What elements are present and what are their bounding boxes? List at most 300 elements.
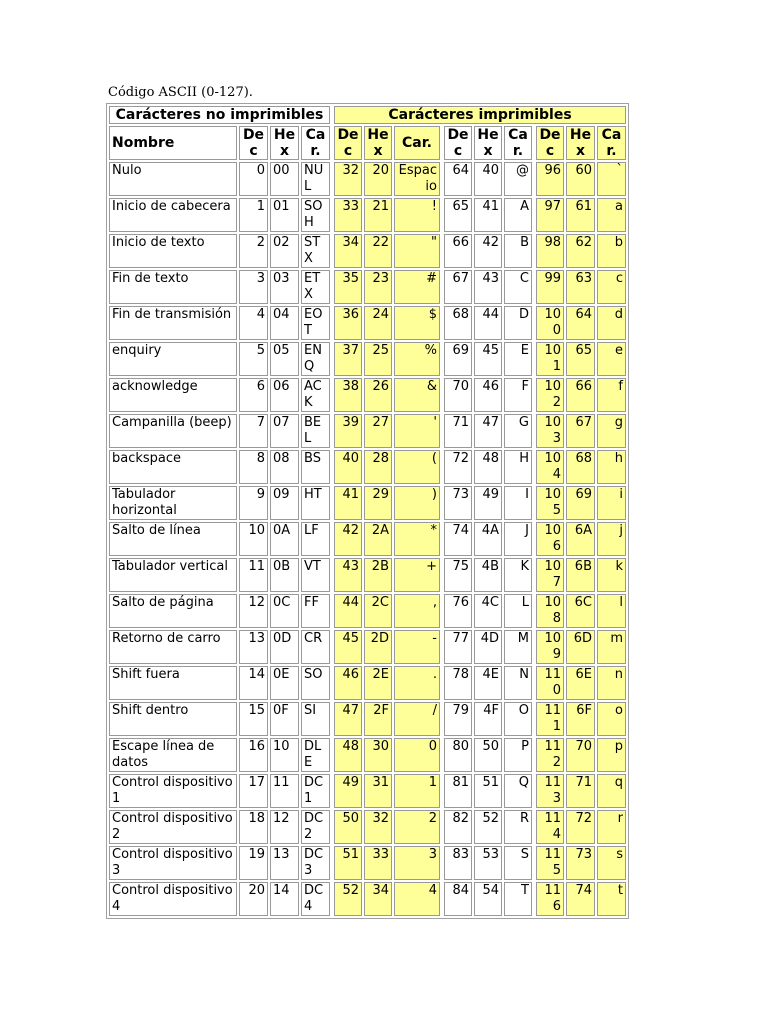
char-cell: & xyxy=(394,378,440,412)
char-cell: d xyxy=(597,306,626,340)
hex-cell: 71 xyxy=(566,774,595,808)
dec-cell: 109 xyxy=(536,630,564,664)
dec-cell: 106 xyxy=(536,522,564,556)
char-cell: DC2 xyxy=(301,810,330,844)
char-cell: NUL xyxy=(301,162,330,196)
char-cell: b xyxy=(597,234,626,268)
dec-cell: 96 xyxy=(536,162,564,196)
char-cell: a xyxy=(597,198,626,232)
control-name-cell: Shift fuera xyxy=(109,666,237,700)
char-cell: - xyxy=(394,630,440,664)
char-cell: k xyxy=(597,558,626,592)
dec-cell: 13 xyxy=(239,630,268,664)
header-car: Car. xyxy=(597,126,626,160)
hex-cell: 65 xyxy=(566,342,595,376)
hex-cell: 28 xyxy=(364,450,392,484)
char-cell: Espacio xyxy=(394,162,440,196)
dec-cell: 98 xyxy=(536,234,564,268)
char-cell: I xyxy=(504,486,532,520)
dec-cell: 115 xyxy=(536,846,564,880)
dec-cell: 40 xyxy=(334,450,362,484)
control-name-cell: Fin de transmisión xyxy=(109,306,237,340)
char-cell: STX xyxy=(301,234,330,268)
char-cell: h xyxy=(597,450,626,484)
hex-cell: 13 xyxy=(270,846,299,880)
char-cell: DC1 xyxy=(301,774,330,808)
char-cell: D xyxy=(504,306,532,340)
hex-cell: 67 xyxy=(566,414,595,448)
table-row xyxy=(109,414,626,448)
header-hex: Hex xyxy=(474,126,502,160)
hex-cell: 24 xyxy=(364,306,392,340)
hex-cell: 03 xyxy=(270,270,299,304)
dec-cell: 18 xyxy=(239,810,268,844)
hex-cell: 50 xyxy=(474,738,502,772)
hex-cell: 34 xyxy=(364,882,392,916)
char-cell: ENQ xyxy=(301,342,330,376)
dec-cell: 3 xyxy=(239,270,268,304)
dec-cell: 44 xyxy=(334,594,362,628)
dec-cell: 97 xyxy=(536,198,564,232)
hex-cell: 07 xyxy=(270,414,299,448)
hex-cell: 43 xyxy=(474,270,502,304)
dec-cell: 1 xyxy=(239,198,268,232)
char-cell: + xyxy=(394,558,440,592)
dec-cell: 45 xyxy=(334,630,362,664)
nonprintable-group-header: Carácteres no imprimibles xyxy=(109,106,330,124)
control-name-cell: Control dispositivo 1 xyxy=(109,774,237,808)
dec-cell: 46 xyxy=(334,666,362,700)
char-cell: DLE xyxy=(301,738,330,772)
hex-cell: 69 xyxy=(566,486,595,520)
hex-cell: 06 xyxy=(270,378,299,412)
hex-cell: 32 xyxy=(364,810,392,844)
char-cell: SO xyxy=(301,666,330,700)
char-cell: A xyxy=(504,198,532,232)
hex-cell: 01 xyxy=(270,198,299,232)
hex-cell: 2F xyxy=(364,702,392,736)
header-hex: Hex xyxy=(270,126,299,160)
dec-cell: 80 xyxy=(444,738,472,772)
dec-cell: 9 xyxy=(239,486,268,520)
dec-cell: 104 xyxy=(536,450,564,484)
dec-cell: 102 xyxy=(536,378,564,412)
dec-cell: 47 xyxy=(334,702,362,736)
dec-cell: 108 xyxy=(536,594,564,628)
table-row xyxy=(109,306,626,340)
hex-cell: 72 xyxy=(566,810,595,844)
hex-cell: 23 xyxy=(364,270,392,304)
dec-cell: 114 xyxy=(536,810,564,844)
header-hex: Hex xyxy=(364,126,392,160)
control-name-cell: Inicio de texto xyxy=(109,234,237,268)
hex-cell: 47 xyxy=(474,414,502,448)
hex-cell: 04 xyxy=(270,306,299,340)
char-cell: 0 xyxy=(394,738,440,772)
dec-cell: 15 xyxy=(239,702,268,736)
table-row xyxy=(109,270,626,304)
hex-cell: 40 xyxy=(474,162,502,196)
char-cell: * xyxy=(394,522,440,556)
char-cell: LF xyxy=(301,522,330,556)
dec-cell: 113 xyxy=(536,774,564,808)
char-cell: f xyxy=(597,378,626,412)
dec-cell: 77 xyxy=(444,630,472,664)
hex-cell: 2D xyxy=(364,630,392,664)
char-cell: FF xyxy=(301,594,330,628)
dec-cell: 116 xyxy=(536,882,564,916)
char-cell: , xyxy=(394,594,440,628)
char-cell: c xyxy=(597,270,626,304)
char-cell: ) xyxy=(394,486,440,520)
hex-cell: 66 xyxy=(566,378,595,412)
char-cell: SI xyxy=(301,702,330,736)
char-cell: M xyxy=(504,630,532,664)
hex-cell: 2A xyxy=(364,522,392,556)
hex-cell: 30 xyxy=(364,738,392,772)
table-caption: Código ASCII (0-127). xyxy=(108,85,253,100)
hex-cell: 4F xyxy=(474,702,502,736)
hex-cell: 54 xyxy=(474,882,502,916)
dec-cell: 38 xyxy=(334,378,362,412)
dec-cell: 112 xyxy=(536,738,564,772)
table-row xyxy=(109,558,626,592)
dec-cell: 73 xyxy=(444,486,472,520)
dec-cell: 32 xyxy=(334,162,362,196)
hex-cell: 14 xyxy=(270,882,299,916)
hex-cell: 27 xyxy=(364,414,392,448)
control-name-cell: Escape línea de datos xyxy=(109,738,237,772)
hex-cell: 68 xyxy=(566,450,595,484)
char-cell: 2 xyxy=(394,810,440,844)
char-cell: VT xyxy=(301,558,330,592)
char-cell: ETX xyxy=(301,270,330,304)
char-cell: g xyxy=(597,414,626,448)
char-cell: HT xyxy=(301,486,330,520)
dec-cell: 83 xyxy=(444,846,472,880)
hex-cell: 0F xyxy=(270,702,299,736)
hex-cell: 29 xyxy=(364,486,392,520)
control-name-cell: acknowledge xyxy=(109,378,237,412)
char-cell: DC3 xyxy=(301,846,330,880)
hex-cell: 51 xyxy=(474,774,502,808)
char-cell: T xyxy=(504,882,532,916)
hex-cell: 52 xyxy=(474,810,502,844)
char-cell: G xyxy=(504,414,532,448)
table-row xyxy=(109,450,626,484)
char-cell: O xyxy=(504,702,532,736)
dec-cell: 78 xyxy=(444,666,472,700)
table-row xyxy=(109,522,626,556)
dec-cell: 50 xyxy=(334,810,362,844)
dec-cell: 2 xyxy=(239,234,268,268)
dec-cell: 4 xyxy=(239,306,268,340)
table-row xyxy=(109,198,626,232)
hex-cell: 0C xyxy=(270,594,299,628)
dec-cell: 7 xyxy=(239,414,268,448)
table-row xyxy=(109,666,626,700)
table-row xyxy=(109,234,626,268)
dec-cell: 99 xyxy=(536,270,564,304)
char-cell: p xyxy=(597,738,626,772)
dec-cell: 110 xyxy=(536,666,564,700)
hex-cell: 41 xyxy=(474,198,502,232)
hex-cell: 70 xyxy=(566,738,595,772)
dec-cell: 74 xyxy=(444,522,472,556)
hex-cell: 73 xyxy=(566,846,595,880)
control-name-cell: Shift dentro xyxy=(109,702,237,736)
char-cell: 1 xyxy=(394,774,440,808)
table-row xyxy=(109,630,626,664)
hex-cell: 63 xyxy=(566,270,595,304)
hex-cell: 20 xyxy=(364,162,392,196)
hex-cell: 48 xyxy=(474,450,502,484)
dec-cell: 36 xyxy=(334,306,362,340)
hex-cell: 61 xyxy=(566,198,595,232)
hex-cell: 6A xyxy=(566,522,595,556)
dec-cell: 19 xyxy=(239,846,268,880)
dec-cell: 69 xyxy=(444,342,472,376)
header-nombre: Nombre xyxy=(109,126,237,160)
ascii-table xyxy=(106,103,629,919)
char-cell: P xyxy=(504,738,532,772)
dec-cell: 66 xyxy=(444,234,472,268)
table-row xyxy=(109,774,626,808)
char-cell: BEL xyxy=(301,414,330,448)
control-name-cell: Nulo xyxy=(109,162,237,196)
hex-cell: 4C xyxy=(474,594,502,628)
table-row xyxy=(109,810,626,844)
hex-cell: 2E xyxy=(364,666,392,700)
control-name-cell: Fin de texto xyxy=(109,270,237,304)
hex-cell: 0B xyxy=(270,558,299,592)
char-cell: # xyxy=(394,270,440,304)
char-cell: DC4 xyxy=(301,882,330,916)
char-cell: ! xyxy=(394,198,440,232)
dec-cell: 67 xyxy=(444,270,472,304)
hex-cell: 45 xyxy=(474,342,502,376)
hex-cell: 02 xyxy=(270,234,299,268)
char-cell: % xyxy=(394,342,440,376)
control-name-cell: Control dispositivo 3 xyxy=(109,846,237,880)
hex-cell: 0E xyxy=(270,666,299,700)
hex-cell: 31 xyxy=(364,774,392,808)
table-row xyxy=(109,702,626,736)
hex-cell: 08 xyxy=(270,450,299,484)
char-cell: 3 xyxy=(394,846,440,880)
control-name-cell: Salto de línea xyxy=(109,522,237,556)
dec-cell: 70 xyxy=(444,378,472,412)
char-cell: ` xyxy=(597,162,626,196)
char-cell: $ xyxy=(394,306,440,340)
hex-cell: 33 xyxy=(364,846,392,880)
dec-cell: 11 xyxy=(239,558,268,592)
dec-cell: 64 xyxy=(444,162,472,196)
hex-cell: 00 xyxy=(270,162,299,196)
table-row xyxy=(109,162,626,196)
dec-cell: 35 xyxy=(334,270,362,304)
dec-cell: 100 xyxy=(536,306,564,340)
char-cell: BS xyxy=(301,450,330,484)
char-cell: @ xyxy=(504,162,532,196)
dec-cell: 37 xyxy=(334,342,362,376)
char-cell: t xyxy=(597,882,626,916)
char-cell: CR xyxy=(301,630,330,664)
hex-cell: 53 xyxy=(474,846,502,880)
hex-cell: 2C xyxy=(364,594,392,628)
char-cell: ACK xyxy=(301,378,330,412)
header-car: Car. xyxy=(301,126,330,160)
dec-cell: 34 xyxy=(334,234,362,268)
char-cell: 4 xyxy=(394,882,440,916)
hex-cell: 4D xyxy=(474,630,502,664)
hex-cell: 4A xyxy=(474,522,502,556)
hex-cell: 46 xyxy=(474,378,502,412)
dec-cell: 42 xyxy=(334,522,362,556)
header-dec: Dec xyxy=(239,126,268,160)
header-dec: Dec xyxy=(334,126,362,160)
control-name-cell: Control dispositivo 2 xyxy=(109,810,237,844)
dec-cell: 103 xyxy=(536,414,564,448)
dec-cell: 39 xyxy=(334,414,362,448)
char-cell: K xyxy=(504,558,532,592)
dec-cell: 107 xyxy=(536,558,564,592)
hex-cell: 60 xyxy=(566,162,595,196)
table-row xyxy=(109,342,626,376)
header-car: Car. xyxy=(394,126,440,160)
dec-cell: 51 xyxy=(334,846,362,880)
dec-cell: 17 xyxy=(239,774,268,808)
hex-cell: 10 xyxy=(270,738,299,772)
hex-cell: 44 xyxy=(474,306,502,340)
dec-cell: 101 xyxy=(536,342,564,376)
hex-cell: 22 xyxy=(364,234,392,268)
char-cell: B xyxy=(504,234,532,268)
char-cell: F xyxy=(504,378,532,412)
char-cell: / xyxy=(394,702,440,736)
dec-cell: 41 xyxy=(334,486,362,520)
dec-cell: 82 xyxy=(444,810,472,844)
dec-cell: 8 xyxy=(239,450,268,484)
hex-cell: 42 xyxy=(474,234,502,268)
dec-cell: 75 xyxy=(444,558,472,592)
dec-cell: 14 xyxy=(239,666,268,700)
hex-cell: 21 xyxy=(364,198,392,232)
table-row xyxy=(109,738,626,772)
hex-cell: 0D xyxy=(270,630,299,664)
table-row xyxy=(109,882,626,916)
char-cell: N xyxy=(504,666,532,700)
char-cell: E xyxy=(504,342,532,376)
control-name-cell: Campanilla (beep) xyxy=(109,414,237,448)
table-row xyxy=(109,846,626,880)
control-name-cell: backspace xyxy=(109,450,237,484)
char-cell: EOT xyxy=(301,306,330,340)
hex-cell: 12 xyxy=(270,810,299,844)
char-cell: s xyxy=(597,846,626,880)
dec-cell: 48 xyxy=(334,738,362,772)
control-name-cell: Control dispositivo 4 xyxy=(109,882,237,916)
table-row xyxy=(109,378,626,412)
control-name-cell: enquiry xyxy=(109,342,237,376)
ascii-code-table xyxy=(107,104,628,918)
char-cell: q xyxy=(597,774,626,808)
char-cell: e xyxy=(597,342,626,376)
hex-cell: 25 xyxy=(364,342,392,376)
char-cell: Q xyxy=(504,774,532,808)
dec-cell: 6 xyxy=(239,378,268,412)
dec-cell: 81 xyxy=(444,774,472,808)
char-cell: j xyxy=(597,522,626,556)
dec-cell: 0 xyxy=(239,162,268,196)
header-dec: Dec xyxy=(444,126,472,160)
hex-cell: 09 xyxy=(270,486,299,520)
hex-cell: 0A xyxy=(270,522,299,556)
dec-cell: 20 xyxy=(239,882,268,916)
char-cell: L xyxy=(504,594,532,628)
table-row xyxy=(109,486,626,520)
dec-cell: 84 xyxy=(444,882,472,916)
dec-cell: 79 xyxy=(444,702,472,736)
dec-cell: 52 xyxy=(334,882,362,916)
control-name-cell: Salto de página xyxy=(109,594,237,628)
dec-cell: 5 xyxy=(239,342,268,376)
hex-cell: 6E xyxy=(566,666,595,700)
char-cell: l xyxy=(597,594,626,628)
hex-cell: 6B xyxy=(566,558,595,592)
table-row xyxy=(109,594,626,628)
dec-cell: 12 xyxy=(239,594,268,628)
char-cell: ( xyxy=(394,450,440,484)
hex-cell: 62 xyxy=(566,234,595,268)
header-hex: Hex xyxy=(566,126,595,160)
char-cell: R xyxy=(504,810,532,844)
char-cell: i xyxy=(597,486,626,520)
dec-cell: 49 xyxy=(334,774,362,808)
dec-cell: 72 xyxy=(444,450,472,484)
hex-cell: 2B xyxy=(364,558,392,592)
char-cell: . xyxy=(394,666,440,700)
header-dec: Dec xyxy=(536,126,564,160)
char-cell: " xyxy=(394,234,440,268)
dec-cell: 68 xyxy=(444,306,472,340)
char-cell: SOH xyxy=(301,198,330,232)
dec-cell: 43 xyxy=(334,558,362,592)
dec-cell: 111 xyxy=(536,702,564,736)
hex-cell: 6D xyxy=(566,630,595,664)
dec-cell: 71 xyxy=(444,414,472,448)
hex-cell: 05 xyxy=(270,342,299,376)
hex-cell: 4E xyxy=(474,666,502,700)
hex-cell: 74 xyxy=(566,882,595,916)
char-cell: S xyxy=(504,846,532,880)
hex-cell: 4B xyxy=(474,558,502,592)
hex-cell: 6F xyxy=(566,702,595,736)
hex-cell: 64 xyxy=(566,306,595,340)
control-name-cell: Retorno de carro xyxy=(109,630,237,664)
dec-cell: 65 xyxy=(444,198,472,232)
char-cell: n xyxy=(597,666,626,700)
control-name-cell: Tabulador horizontal xyxy=(109,486,237,520)
char-cell: ' xyxy=(394,414,440,448)
control-name-cell: Tabulador vertical xyxy=(109,558,237,592)
hex-cell: 11 xyxy=(270,774,299,808)
control-name-cell: Inicio de cabecera xyxy=(109,198,237,232)
char-cell: J xyxy=(504,522,532,556)
hex-cell: 6C xyxy=(566,594,595,628)
char-cell: r xyxy=(597,810,626,844)
hex-cell: 49 xyxy=(474,486,502,520)
